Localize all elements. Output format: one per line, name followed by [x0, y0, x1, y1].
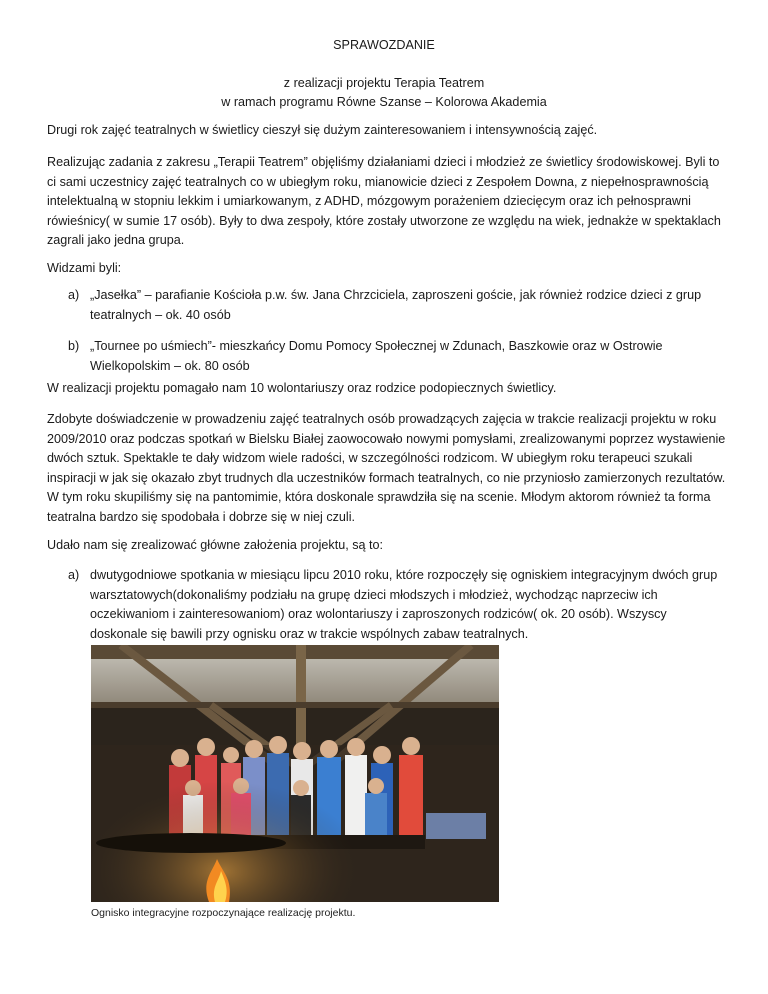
list-item-text: „Jasełka” – parafianie Kościoła p.w. św. Jana Chrzciciela, zaproszeni goście, jak również rodzice dzieci z grup teatralnych – ok. 40 osób: [90, 288, 702, 322]
paragraph-intro: Drugi rok zajęć teatralnych w świetlicy cieszył się dużym zainteresowaniem i intensywnością zajęć.: [47, 123, 598, 137]
paragraph-goals-intro: Udało nam się zrealizować główne założenia projektu, są to:: [47, 538, 384, 552]
document-title: SPRAWOZDANIE: [333, 38, 435, 52]
audience-label: Widzami byli:: [47, 261, 122, 275]
paragraph-tasks: Realizując zadania z zakresu „Terapii Teatrem” objęliśmy działaniami dzieci i młodzież ze świetlicy środowiskowej. Byli to ci sami uczestnicy zajęć teatralnych co w ubiegłym roku, mianowicie dzieci z Zespołem Downa, z niepełnosprawnością intelektualną w stopniu lekkim i umiarkowanym, z ADHD, mózgowym porażeniem dziecięcym oraz ich pełnosprawni rówieśnicy( w sumie 17 osób). Były to dwa zespoły, które zostały utworzone ze względu na wiek, jednakże w spektaklach zagrali jako jedna grupa.: [47, 155, 721, 247]
list-marker: a): [68, 568, 80, 582]
document-subtitle-2: w ramach programu Równe Szanse – Kolorowa Akademia: [221, 95, 547, 109]
list-marker: a): [68, 288, 80, 302]
list-marker: b): [68, 339, 80, 353]
document-subtitle-1: z realizacji projektu Terapia Teatrem: [283, 76, 485, 90]
list-item-goal-a: [68, 566, 718, 644]
list-item-audience-b: [68, 337, 718, 376]
list-item-text: dwutygodniowe spotkania w miesiącu lipcu 2010 roku, które rozpoczęły się ogniskiem integracyjnym dwóch grup warsztatowych(dokonaliśmy podziału na grupę dzieci młodszych i młodzież, wychodząc naprzeciw ich oczekiwaniom i zainteresowaniom) oraz wolontariuszy i zaproszonych rodziców( ok. 20 osób). Wszyscy doskonale się bawili przy ognisku oraz w trakcie wspólnych zabaw teatralnych.: [90, 568, 718, 641]
paragraph-experience: Zdobyte doświadczenie w prowadzeniu zajęć teatralnych osób prowadzących zajęcia w trakcie realizacji projektu w roku 2009/2010 oraz podczas spotkań w Bielsku Białej zaowocowało nowymi pomysłami, zrealizowanymi poprzez wystawienie dwóch sztuk. Spektakle te dały widzom wiele radości, w szczególności rodzicom. W ubiegłym roku terapeuci szukali inspiracji w jak się okazało zbyt trudnych dla uczestników formach teatralnych, co nie przyniosło zamierzonych rezultatów. W tym roku skupiliśmy się na pantomimie, która doskonale sprawdziła się na scenie. Młodym aktorom również ta forma teatralna bardzo się spodobała i dobrze się w niej czuli.: [47, 412, 726, 524]
list-item-text: „Tournee po uśmiech”- mieszkańcy Domu Pomocy Społecznej w Zdunach, Baszkowie oraz w Ostrowie Wielkopolskim – ok. 80 osób: [90, 339, 663, 373]
paragraph-volunteers: W realizacji projektu pomagało nam 10 wolontariuszy oraz rodzice podopiecznych świetlicy.: [47, 381, 557, 395]
photo-caption: Ognisko integracyjne rozpoczynające realizację projektu.: [91, 907, 356, 919]
list-item-audience-a: [68, 286, 718, 325]
campfire-group-photo: [91, 645, 499, 902]
